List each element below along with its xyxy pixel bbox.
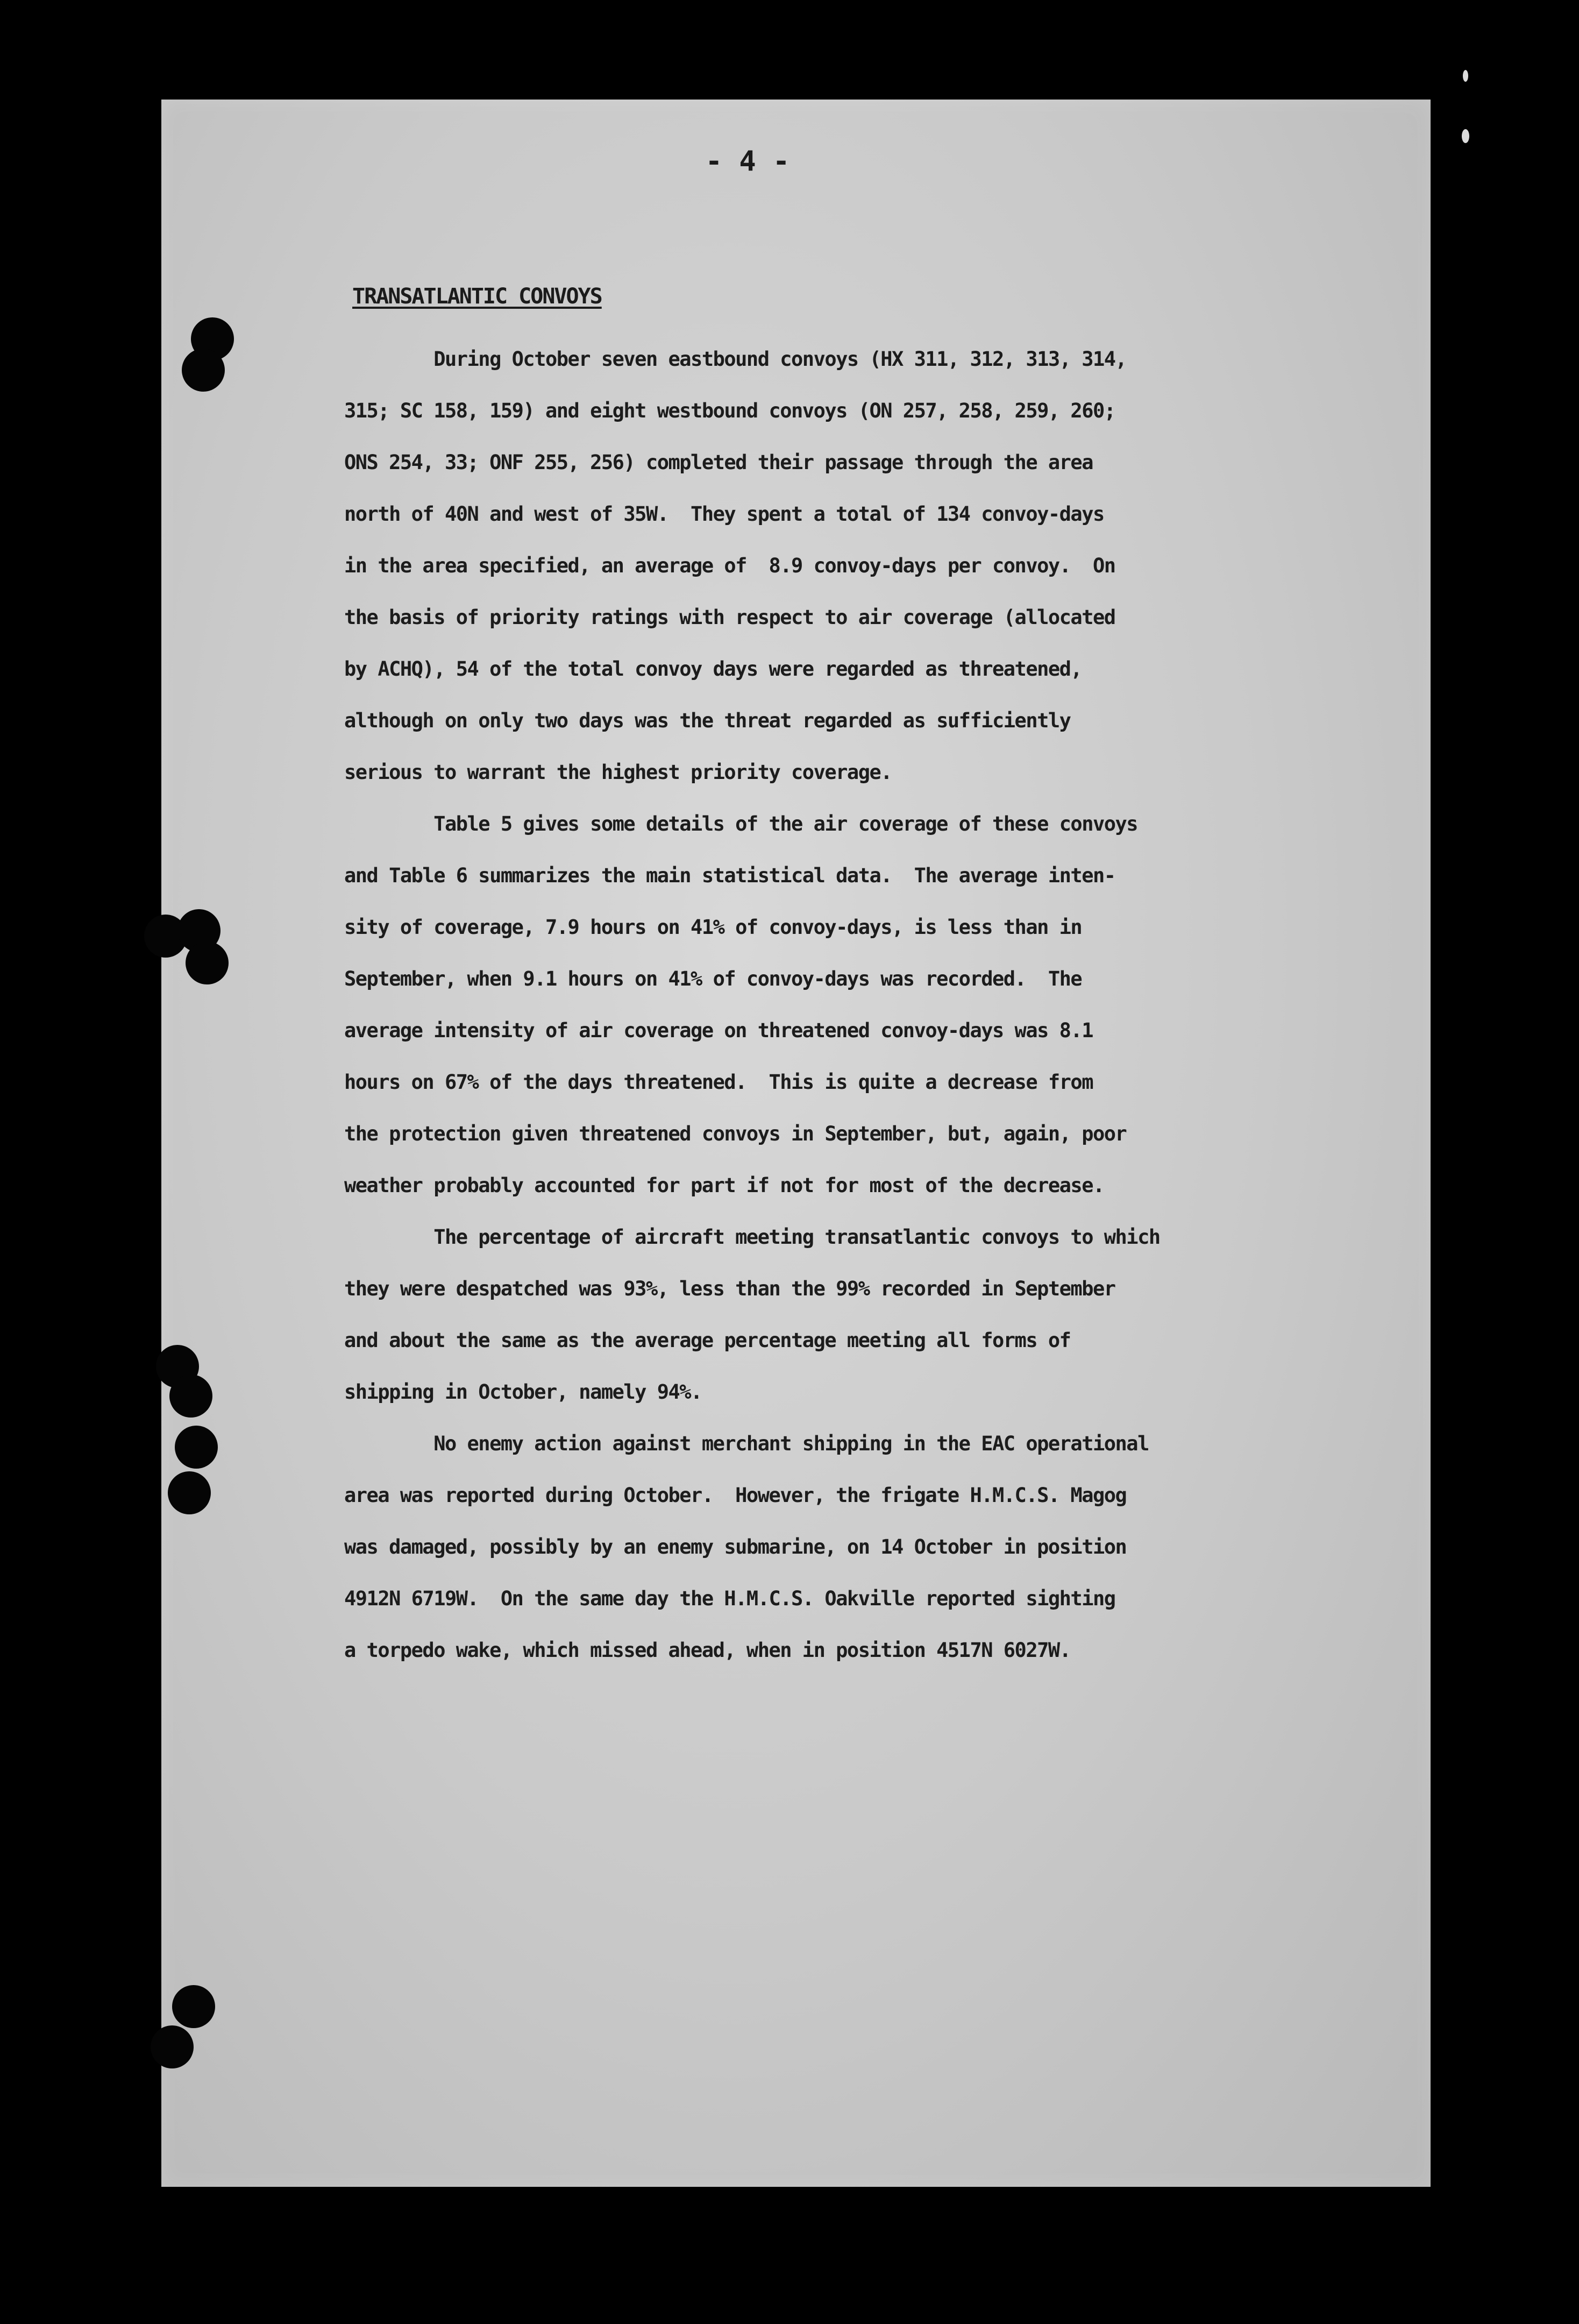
punch-hole [172,1985,215,2028]
text-line: ONS 254, 33; ONF 255, 256) completed their passage through the area [344,451,1093,474]
punch-hole [186,941,229,984]
text-line: 315; SC 158, 159) and eight westbound convoys (ON 257, 258, 259, 260; [344,399,1115,422]
text-line: although on only two days was the threat regarded as sufficiently [344,709,1071,732]
text-line: average intensity of air coverage on threatened convoy-days was 8.1 [344,1019,1093,1042]
text-line: in the area specified, an average of 8.9 convoy-days per convoy. On [344,554,1115,577]
film-speck [1463,70,1468,82]
text-line: north of 40N and west of 35W. They spent a total of 134 convoy-days [344,502,1104,526]
text-line: the protection given threatened convoys in September, but, again, poor [344,1122,1127,1145]
text-line: the basis of priority ratings with respect to air coverage (allocated [344,606,1115,629]
punch-hole [151,2025,194,2068]
punch-hole [175,1426,218,1469]
text-line: area was reported during October. However, the frigate H.M.C.S. Magog [344,1484,1127,1507]
text-line: weather probably accounted for part if not for most of the decrease. [344,1174,1104,1197]
section-heading: TRANSATLANTIC CONVOYS [352,284,602,309]
punch-hole [169,1374,212,1418]
text-line: hours on 67% of the days threatened. This is quite a decrease from [344,1071,1093,1094]
text-line: No enemy action against merchant shipping in the EAC operational [344,1432,1149,1455]
body-text [344,334,1291,1676]
text-line: by ACHQ), 54 of the total convoy days were regarded as threatened, [344,657,1082,681]
text-line: and about the same as the average percentage meeting all forms of [344,1329,1071,1352]
text-line: shipping in October, namely 94%. [344,1380,702,1404]
film-speck [1462,129,1469,143]
text-line: 4912N 6719W. On the same day the H.M.C.S. Oakville reported sighting [344,1587,1115,1610]
text-line: sity of coverage, 7.9 hours on 41% of convoy-days, is less than in [344,916,1082,939]
text-line: September, when 9.1 hours on 41% of convoy-days was recorded. The [344,967,1082,990]
text-line: and Table 6 summarizes the main statistical data. The average inten- [344,864,1115,887]
text-line: they were despatched was 93%, less than the 99% recorded in September [344,1277,1115,1300]
text-line: The percentage of aircraft meeting transatlantic convoys to which [344,1225,1160,1249]
page-number: - 4 - [705,145,790,178]
punch-hole [182,349,225,392]
text-line: a torpedo wake, which missed ahead, when in position 4517N 6027W. [344,1639,1071,1662]
text-line: Table 5 gives some details of the air coverage of these convoys [344,812,1138,835]
text-line: was damaged, possibly by an enemy submarine, on 14 October in position [344,1535,1127,1558]
text-line: serious to warrant the highest priority coverage. [344,761,892,784]
punch-hole [168,1471,211,1514]
text-line: During October seven eastbound convoys (HX 311, 312, 313, 314, [344,348,1127,371]
